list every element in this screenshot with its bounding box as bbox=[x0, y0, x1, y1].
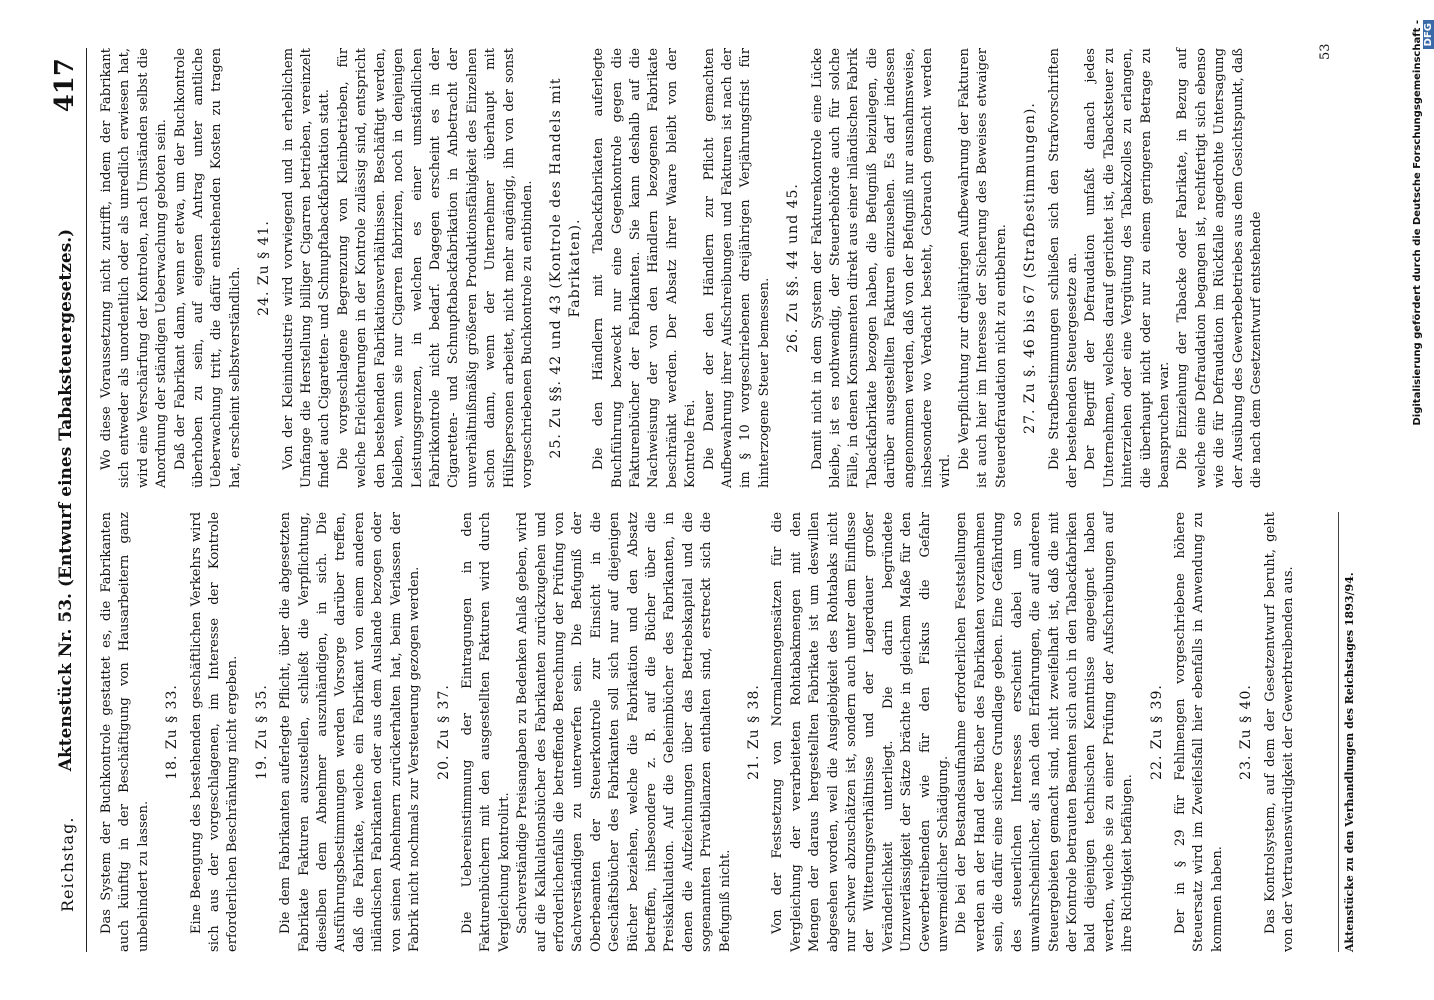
paragraph: Die Einziehung der Tabacke oder Fabrikate, in Bezug auf welche eine Defraudation begangen ist, rechtfertigt sich ebenso wie die für Defraudation im Rückfalle angedrohte Untersagung der Ausübung des Gewerbebetriebes aus dem Gesichtspunkt, daß die nach dem Gesetzentwurf entstehende bbox=[1175, 48, 1264, 488]
page-number: 417 bbox=[50, 58, 80, 113]
paragraph: Von der Kleinindustrie wird vorwiegend und in erheblichem Umfange die Herstellung billiger Cigarren betrieben, vereinzelt findet auch Cigaretten- und Schnupftabackfabrikation statt. bbox=[280, 48, 333, 488]
signature-mark: 53 bbox=[1318, 43, 1333, 60]
paragraph: Der Begriff der Defraudation umfaßt danach jedes Unternehmen, welches darauf gerichtet ist, die Tabacksteuer zu hinterziehen oder eine Vergütung des Tabakzolles zu erlangen, die überhaupt nicht oder nur zu einem geringeren Betrage zu beanspruchen war. bbox=[1083, 48, 1172, 488]
paragraph: Von der Festsetzung von Normalmengensätzen für die Vergleichung der verarbeiteten Rohtabakmengen mit den Mengen der daraus hergestellten Fabrikate ist um deswillen abgesehen worden, weil die Ausgiebigkeit des Rohtabaks nicht nur schwer abzuschätzen ist, sondern auch unter dem Einflusse der Witterungsverhältnisse und der Lagerdauer großer Veränderlichkeit unterliegt. Die darin begründete Unzuverlässigkeit der Sätze brächte in gleichem Maße für den Gewerbetreibenden wie für den Fiskus die Gefahr unvermeidlicher Schädigung. bbox=[770, 512, 952, 952]
right-column bbox=[98, 48, 1398, 488]
paragraph: Die vorgeschlagene Begrenzung von Kleinbetrieben, für welche Erleichterungen in der Kontrole zulässig sind, entspricht den bestehenden Fabrikationsverhältnissen. Beschäftigt werden, bleiben, wenn sie nur Cigarren fabriziren, noch in denjenigen Leistungsgrenzen, in welchen es einer umständlichen Fabrikkontrole nicht bedarf. Dagegen erscheint es in der Cigaretten- und Schnupftabackfabrikation in Anbetracht der unverhältnißmäßig größeren Produktionsfähigkeit des Einzelnen schon dann, wenn der Unternehmer überhaupt mit Hülfspersonen arbeitet, nicht mehr angängig, ihn von der sonst vorgeschriebenen Buchkontrole zu entbinden. bbox=[335, 48, 535, 488]
footer-note: Aktenstücke zu den Verhandlungen des Reichstages 1893/94. bbox=[1338, 512, 1356, 952]
paragraph: Daß der Fabrikant dann, wenn er etwa, um der Buchkontrole überhoben zu sein, auf eigenen Antrag unter amtliche Ueberwachung tritt, die dafür entstehenden Kosten zu tragen hat, erscheint selbstverständlich. bbox=[172, 48, 243, 488]
paragraph: Das System der Buchkontrole gestattet es, die Fabrikanten auch künftig in der Beschäftigung von Hausarbeitern ganz unbehindert zu lassen. bbox=[99, 512, 151, 952]
digitization-credit bbox=[1412, 20, 1434, 440]
paragraph: Wo diese Voraussetzung nicht zutrifft, indem der Fabrikant sich entweder als unordentlich oder als unredlich erwiesen hat, wird eine Verschärfung der Kontrolen, nach Umständen selbst die Anordnung der ständigen Ueberwachung geboten sein. bbox=[99, 47, 170, 488]
dfg-logo: DFG bbox=[1423, 20, 1434, 49]
header-left: Reichstag. bbox=[58, 816, 77, 912]
credit-text: Digitalisierung gefördert durch die Deutsche Forschungsgemeinschaft - bbox=[1412, 20, 1423, 426]
section-heading: 18. Zu § 33. bbox=[164, 684, 181, 780]
paragraph: Die dem Fabrikanten auferlegte Pflicht, über die abgesetzten Fabrikate Fakturen auszustellen, schließt die Verpflichtung, dieselben dem Abnehmer auszuhändigen, in sich. Die Ausführungsbestimmungen werden Vorsorge darüber treffen, daß die Fabrikate, welche ein Fabrikant von einem anderen inländischen Fabrikanten oder aus dem Auslande bezogen oder von seinen Abnehmern zurückerhalten hat, beim Verlassen der Fabrik nicht nochmals zur Versteuerung gezogen werden. bbox=[278, 512, 423, 952]
header-title: Aktenstück Nr. 53. (Entwurf eines Tabaksteuergesetzes.) bbox=[56, 228, 76, 772]
section-heading: 27. Zu §. 46 bis 67 (Strafbestimmungen). bbox=[1022, 102, 1039, 434]
paragraph: Die Strafbestimmungen schließen sich den Strafvorschriften der bestehenden Steuergesetze an. bbox=[1046, 48, 1080, 488]
paragraph: Der in § 29 für Fehlmengen vorgeschriebene höhere Steuersatz wird im Zweifelsfall hier ebenfalls in Anwendung zu kommen haben. bbox=[1172, 512, 1225, 952]
section-heading: 20. Zu § 37. bbox=[435, 684, 452, 780]
section-heading: 26. Zu §§. 44 und 45. bbox=[785, 183, 802, 353]
paragraph: Die Dauer der den Händlern zur Pflicht gemachten Aufbewahrung ihrer Aufschreibungen und Fakturen ist nach der im § 10 vorgeschriebenen dreijährigen Verjährungsfrist für hinterzogene Steuer bemessen. bbox=[701, 48, 772, 488]
paragraph: Eine Beengung des bestehenden geschäftlichen Verkehrs wird sich aus der vorgeschlagenen, im Interesse der Kontrole erforderlichen Beschränkung nicht ergeben. bbox=[188, 512, 241, 952]
section-heading: 24. Zu § 41. bbox=[256, 220, 273, 316]
section-heading: 22. Zu § 39. bbox=[1148, 684, 1165, 780]
paragraph: Sachverständige Preisangaben zu Bedenken Anlaß geben, wird auf die Kalkulationsbücher des Fabrikanten zurückzugehen und erforderlichenfalls die betreffende Berechnung der Prüfung von Sachverständigen zu unterwerfen sein. Die Befugniß der Oberbeamten der Steuerkontrole zur Einsicht in die Geschäftsbücher des Fabrikanten soll sich nur auf diejenigen Bücher beziehen, welche die Fabrikation und den Absatz betreffen, insbesondere z. B. auf die Bücher über die Preiskalkulation. Auf die Geheimbücher des Fabrikanten, in denen die Aufzeichnungen über das Betriebskapital und die sogenannten Privatbilanzen enthalten sind, erstreckt sich die Befugniß nicht. bbox=[515, 512, 733, 952]
page-header bbox=[50, 48, 87, 952]
left-column bbox=[98, 512, 1398, 952]
paragraph: Die den Händlern mit Tabackfabrikaten auferlegte Buchführung bezweckt nur eine Gegenkontrole gegen die Fakturenbücher der Fabrikanten. Sie kann deshalb auf die Nachweisung der von den Händlern bezogenen Fabrikate beschränkt werden. Der Absatz ihrer Waare bleibt von der Kontrole frei. bbox=[591, 48, 699, 488]
paragraph: Die bei der Bestandsaufnahme erforderlichen Feststellungen werden an der Hand der Bücher des Fabrikanten vorzunehmen sein, die dafür eine sichere Grundlage geben. Eine Gefährdung des steuerlichen Interesses erscheint dabei um so unwahrscheinlicher, als nach den Erfahrungen, die auf anderen Steuergebieten gemacht sind, nicht zweifelhaft ist, daß die mit der Kontrole betrauten Beamten sich auch in den Tabackfabriken bald diejenigen technischen Kenntnisse angeeignet haben werden, welche sie zu einer Prüfung der Aufschreibungen auf ihre Richtigkeit befähigen. bbox=[954, 512, 1136, 952]
section-heading: 19. Zu § 35. bbox=[253, 684, 270, 780]
section-heading: 25. Zu §§. 42 und 43 (Kontrole des Handels mit Fabrikaten). bbox=[548, 77, 583, 459]
section-heading: 23. Zu § 40. bbox=[1238, 684, 1255, 780]
paragraph: Das Kontrolsystem, auf dem der Gesetzentwurf beruht, geht von der Vertrauenswürdigkeit der Gewerbtreibenden aus. bbox=[1262, 512, 1296, 952]
paragraph: Die Verpflichtung zur dreijährigen Aufbewahrung der Fakturen ist auch hier im Interesse der Sicherung des Beweises etwaiger Steuerdefraudation nicht zu entbehren. bbox=[956, 48, 1009, 488]
paragraph: Damit nicht in dem System der Fakturenkontrole eine Lücke bleibe, ist es nothwendig, der Steuerbehörde auch für solche Fälle, in denen Konsumenten direkt aus einer inländischen Fabrik Tabackfabrikate bezogen haben, die Befugniß beizulegen, die darüber ausgestellten Fakturen einzusehen. Es darf indessen angenommen werden, daß von der Befugniß nur ausnahmsweise, insbesondere wo Verdacht besteht, Gebrauch gemacht werden wird. bbox=[809, 48, 954, 488]
paragraph: Die Uebereinstimmung der Eintragungen in den Fakturenbüchern mit den ausgestellten Fakturen wird durch Vergleichung kontrolirt. bbox=[459, 512, 512, 952]
section-heading: 21. Zu § 38. bbox=[746, 684, 762, 780]
